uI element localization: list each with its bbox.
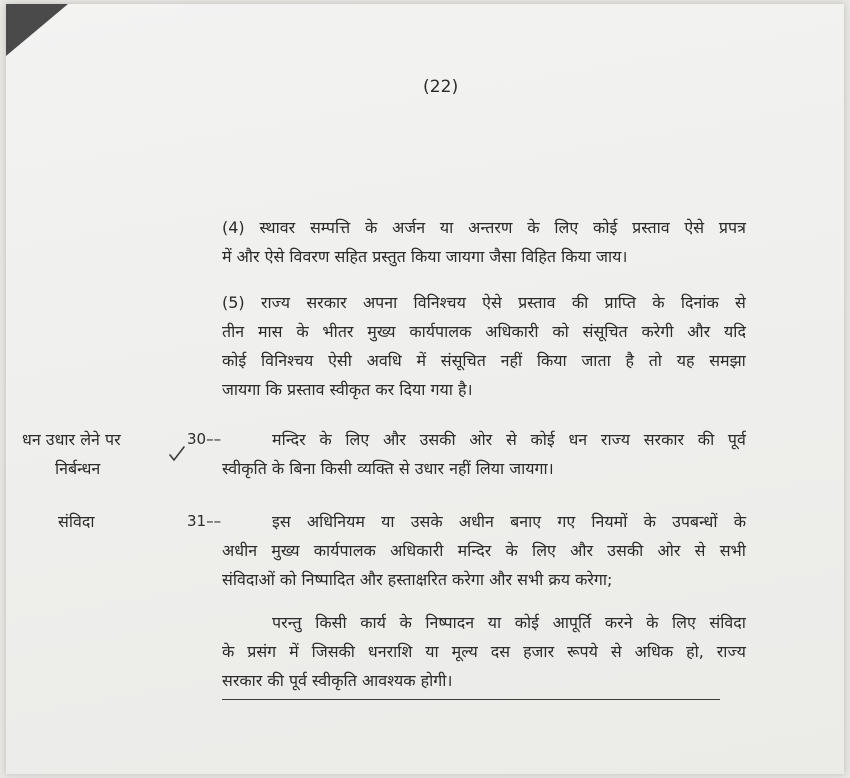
paragraph-line bbox=[222, 536, 746, 565]
word: गए bbox=[557, 512, 576, 531]
word: करने bbox=[604, 613, 633, 632]
paragraph-line: संविदाओं को निष्पादित और हस्ताक्षरित करेगा और सभी क्रय करेगा; bbox=[222, 570, 613, 589]
word: हजार bbox=[523, 642, 555, 661]
word: जिसकी bbox=[311, 642, 355, 661]
word: के bbox=[733, 512, 746, 531]
paragraph-line: सरकार की पूर्व स्वीकृति आवश्यक होगी। bbox=[222, 671, 453, 690]
word: कोई bbox=[530, 430, 555, 449]
word: प्रस्ताव bbox=[518, 293, 556, 312]
word: सम्पत्ति bbox=[309, 218, 351, 237]
paragraph-line bbox=[222, 425, 746, 454]
paragraph-line bbox=[222, 507, 746, 536]
word: से bbox=[505, 430, 517, 449]
word: उसकी bbox=[419, 430, 456, 449]
word: सभी bbox=[719, 541, 746, 560]
word: मुख्य bbox=[271, 541, 300, 560]
word: (5) bbox=[222, 293, 245, 312]
margin-note-30-line1: धन उधार लेने पर bbox=[22, 430, 121, 449]
word: के bbox=[643, 512, 656, 531]
word: के bbox=[222, 642, 235, 661]
word: सरकार bbox=[643, 430, 685, 449]
word: कार्यपालक bbox=[313, 541, 376, 560]
paragraph-line bbox=[222, 288, 746, 317]
paragraph-line bbox=[222, 637, 746, 666]
section-number-30: 30–– bbox=[187, 430, 222, 448]
word: उपबन्धों bbox=[672, 512, 718, 531]
word: या bbox=[381, 512, 395, 531]
word: मुख्य bbox=[367, 322, 396, 341]
section-31-text bbox=[222, 507, 746, 594]
word: है bbox=[625, 351, 634, 370]
word: और bbox=[382, 430, 406, 449]
word: ओर bbox=[469, 430, 493, 449]
word: लिए bbox=[672, 613, 696, 632]
word: अधिकारी bbox=[390, 541, 444, 560]
word: के bbox=[399, 613, 412, 632]
paragraph-line bbox=[222, 317, 746, 346]
proviso-text bbox=[222, 608, 746, 695]
word: समझा bbox=[709, 351, 746, 370]
word: अर्जन bbox=[392, 218, 426, 237]
word: मास bbox=[257, 322, 283, 341]
margin-note-30-line2: निर्बन्धन bbox=[55, 459, 101, 478]
word: कार्य bbox=[360, 613, 386, 632]
word: के bbox=[652, 293, 665, 312]
word: लिए bbox=[554, 218, 579, 237]
word: अधिकारी bbox=[485, 322, 539, 341]
word: पूर्व bbox=[727, 430, 746, 449]
word: के bbox=[319, 430, 332, 449]
word: या bbox=[425, 642, 439, 661]
word: अधिक bbox=[634, 642, 674, 661]
word: संविदा bbox=[709, 613, 746, 632]
word: मूल्य bbox=[451, 642, 478, 661]
paragraph-line: में और ऐसे विवरण सहित प्रस्तुत किया जायगा जैसा विहित किया जाय। bbox=[222, 247, 628, 266]
word: ऐसे bbox=[684, 218, 705, 237]
word: ऐसे bbox=[482, 293, 502, 312]
word: के bbox=[646, 613, 659, 632]
paragraph-line: स्वीकृति के बिना किसी व्यक्ति से उधार नहीं लिया जायगा। bbox=[222, 459, 554, 478]
page-corner-shadow bbox=[6, 4, 68, 56]
word: कोई bbox=[222, 351, 247, 370]
section-30-text bbox=[222, 425, 746, 483]
word: करेगी bbox=[641, 322, 674, 341]
word: प्रसंग bbox=[247, 642, 277, 661]
word: (4) bbox=[222, 218, 245, 237]
word: अवधि bbox=[366, 351, 402, 370]
word: लिए bbox=[345, 430, 370, 449]
word: हो, bbox=[686, 642, 704, 661]
word: विनिश्चय bbox=[413, 293, 466, 312]
paragraph-5 bbox=[222, 288, 746, 404]
word: स्थावर bbox=[259, 218, 296, 237]
word: के bbox=[365, 218, 378, 237]
word: इस bbox=[272, 512, 291, 531]
word: जाता bbox=[581, 351, 611, 370]
word: अधीन bbox=[222, 541, 258, 560]
paragraph-4 bbox=[222, 213, 746, 271]
word: कोई bbox=[593, 218, 618, 237]
paragraph-line bbox=[222, 608, 746, 637]
word: ओर bbox=[657, 541, 681, 560]
paragraph-line: जायगा कि प्रस्ताव स्वीकृत कर दिया गया है। bbox=[222, 380, 473, 399]
word: की bbox=[571, 293, 589, 312]
word: किसी bbox=[315, 613, 347, 632]
word: से bbox=[735, 293, 746, 312]
word: प्राप्ति bbox=[604, 293, 636, 312]
word: धन bbox=[568, 430, 588, 449]
word: नियमों bbox=[591, 512, 628, 531]
word: से bbox=[610, 642, 622, 661]
word: परन्तु bbox=[272, 613, 302, 632]
word: भीतर bbox=[322, 322, 354, 341]
word: अन्तरण bbox=[468, 218, 513, 237]
word: संसूचित bbox=[582, 322, 628, 341]
word: किया bbox=[536, 351, 567, 370]
word: धनराशि bbox=[367, 642, 413, 661]
word: संसूचित bbox=[440, 351, 486, 370]
word: में bbox=[416, 351, 427, 370]
word: आपूर्ति bbox=[552, 613, 592, 632]
word: रूपये bbox=[567, 642, 598, 661]
word: बनाए bbox=[510, 512, 542, 531]
closing-rule bbox=[222, 699, 720, 700]
word: सरकार bbox=[306, 293, 347, 312]
word: अपना bbox=[362, 293, 398, 312]
word: यदि bbox=[724, 322, 746, 341]
word: से bbox=[694, 541, 706, 560]
word: उसकी bbox=[607, 541, 644, 560]
word: अधिनियम bbox=[306, 512, 365, 531]
word: राज्य bbox=[716, 642, 746, 661]
word: की bbox=[697, 430, 715, 449]
word: के bbox=[527, 218, 540, 237]
word: या bbox=[487, 613, 502, 632]
page-number: (22) bbox=[423, 77, 459, 97]
word: कोई bbox=[514, 613, 540, 632]
word: नहीं bbox=[500, 351, 523, 370]
word: या bbox=[439, 218, 454, 237]
section-number-31: 31–– bbox=[187, 512, 222, 530]
word: मन्दिर bbox=[457, 541, 492, 560]
word: तीन bbox=[222, 322, 245, 341]
word: में bbox=[289, 642, 299, 661]
word: कार्यपालक bbox=[409, 322, 472, 341]
word: मन्दिर bbox=[272, 430, 306, 449]
word: को bbox=[552, 322, 569, 341]
word: दिनांक bbox=[680, 293, 719, 312]
word: प्रपत्र bbox=[718, 218, 746, 237]
word: राज्य bbox=[260, 293, 291, 312]
word: तो bbox=[648, 351, 662, 370]
checkmark-icon bbox=[168, 445, 186, 463]
word: दस bbox=[490, 642, 511, 661]
word: के bbox=[296, 322, 309, 341]
word: प्रस्ताव bbox=[632, 218, 670, 237]
word: ऐसी bbox=[328, 351, 352, 370]
paragraph-line bbox=[222, 346, 746, 375]
word: अधीन bbox=[458, 512, 494, 531]
word: उसके bbox=[410, 512, 443, 531]
word: लिए bbox=[532, 541, 556, 560]
word: विनिश्चय bbox=[261, 351, 314, 370]
word: यह bbox=[676, 351, 695, 370]
paragraph-line bbox=[222, 213, 746, 242]
word: और bbox=[570, 541, 594, 560]
word: राज्य bbox=[600, 430, 631, 449]
margin-note-31: संविदा bbox=[58, 512, 95, 531]
word: निष्पादन bbox=[425, 613, 475, 632]
word: के bbox=[505, 541, 518, 560]
word: और bbox=[687, 322, 711, 341]
